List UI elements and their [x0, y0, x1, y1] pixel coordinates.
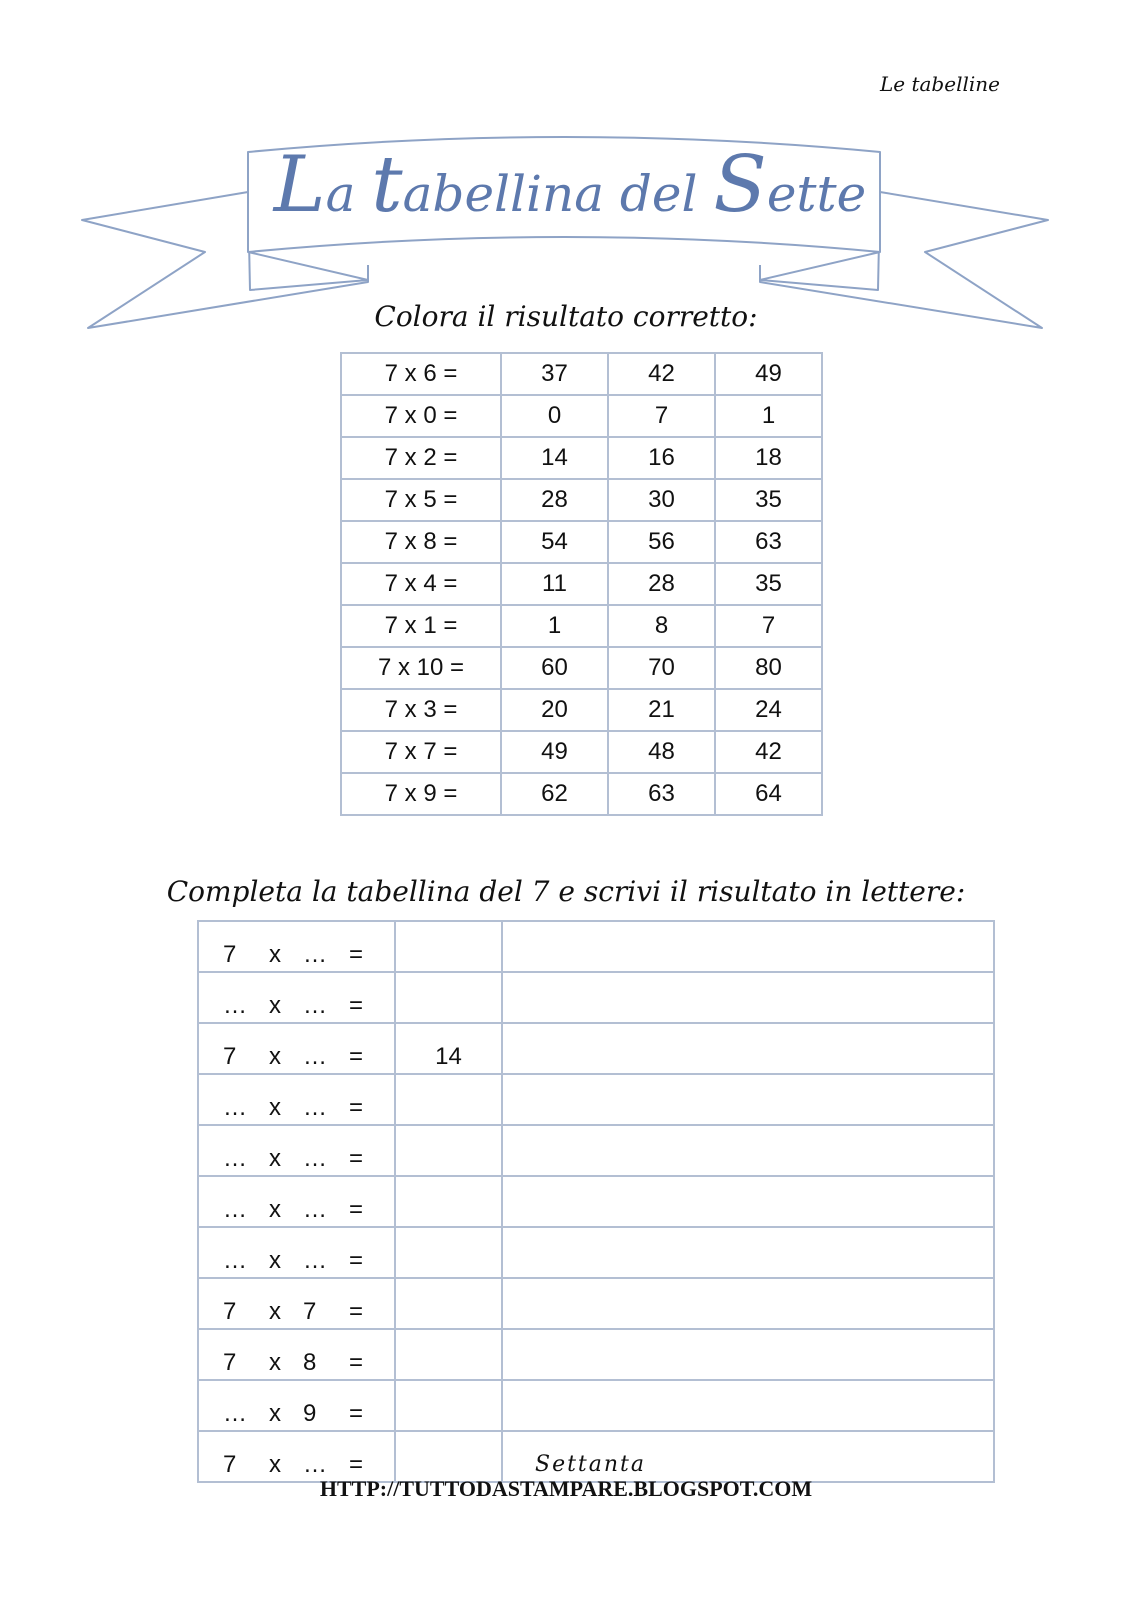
factor-b[interactable]: … — [303, 1094, 327, 1121]
equals-sign: = — [349, 1196, 364, 1223]
quiz-option[interactable]: 49 — [501, 731, 608, 773]
words-cell[interactable] — [502, 1278, 994, 1329]
quiz-question: 7 x 3 = — [341, 689, 501, 731]
quiz-option[interactable]: 37 — [501, 353, 608, 395]
fill-row — [198, 1023, 994, 1074]
equals-sign: = — [349, 1247, 364, 1274]
quiz-option[interactable]: 11 — [501, 563, 608, 605]
equals-sign: = — [349, 1043, 364, 1070]
equation-cell — [198, 1278, 395, 1329]
quiz-option[interactable]: 18 — [715, 437, 822, 479]
factor-a[interactable]: … — [223, 1196, 247, 1223]
factor-a[interactable]: 7 — [223, 941, 237, 968]
equation-cell — [198, 1176, 395, 1227]
words-cell[interactable] — [502, 1023, 994, 1074]
factor-b[interactable]: … — [303, 1247, 327, 1274]
factor-b[interactable]: … — [303, 941, 327, 968]
factor-b[interactable]: … — [303, 992, 327, 1019]
quiz-question: 7 x 5 = — [341, 479, 501, 521]
equation-cell — [198, 1380, 395, 1431]
words-cell[interactable] — [502, 1074, 994, 1125]
words-cell[interactable] — [502, 1431, 994, 1482]
equals-sign: = — [349, 941, 364, 968]
quiz-row — [341, 563, 822, 605]
words-cell[interactable] — [502, 1380, 994, 1431]
quiz-option[interactable]: 62 — [501, 773, 608, 815]
section1-heading: Colora il risultato corretto: — [374, 300, 758, 333]
result-cell[interactable] — [395, 1176, 502, 1227]
quiz-row — [341, 731, 822, 773]
quiz-option[interactable]: 35 — [715, 563, 822, 605]
times-sign: x — [269, 1400, 281, 1427]
quiz-row — [341, 689, 822, 731]
fill-row — [198, 1431, 994, 1482]
quiz-row — [341, 437, 822, 479]
factor-b[interactable]: 7 — [303, 1298, 317, 1325]
quiz-option[interactable]: 14 — [501, 437, 608, 479]
quiz-question: 7 x 4 = — [341, 563, 501, 605]
factor-b[interactable]: … — [303, 1451, 327, 1478]
equals-sign: = — [349, 1298, 364, 1325]
quiz-option[interactable]: 42 — [715, 731, 822, 773]
factor-a[interactable]: … — [223, 1145, 247, 1172]
fill-row — [198, 1329, 994, 1380]
words-cell[interactable] — [502, 972, 994, 1023]
fill-row — [198, 1176, 994, 1227]
quiz-option[interactable]: 64 — [715, 773, 822, 815]
equals-sign: = — [349, 992, 364, 1019]
times-sign: x — [269, 1349, 281, 1376]
times-sign: x — [269, 1196, 281, 1223]
result-cell[interactable] — [395, 921, 502, 972]
factor-b[interactable]: … — [303, 1196, 327, 1223]
result-cell[interactable] — [395, 1125, 502, 1176]
quiz-option[interactable]: 63 — [608, 773, 715, 815]
equals-sign: = — [349, 1451, 364, 1478]
equation-cell — [198, 1074, 395, 1125]
times-sign: x — [269, 992, 281, 1019]
times-sign: x — [269, 1145, 281, 1172]
factor-a[interactable]: … — [223, 1400, 247, 1427]
words-cell[interactable] — [502, 1125, 994, 1176]
quiz-option[interactable]: 24 — [715, 689, 822, 731]
factor-a[interactable]: 7 — [223, 1298, 237, 1325]
quiz-row — [341, 773, 822, 815]
footer-url: HTTP://TUTTODASTAMPARE.BLOGSPOT.COM — [319, 1476, 813, 1501]
quiz-question: 7 x 9 = — [341, 773, 501, 815]
quiz-option[interactable]: 48 — [608, 731, 715, 773]
quiz-option[interactable]: 30 — [608, 479, 715, 521]
quiz-question: 7 x 6 = — [341, 353, 501, 395]
quiz-row — [341, 605, 822, 647]
factor-b[interactable]: … — [303, 1145, 327, 1172]
quiz-row — [341, 521, 822, 563]
factor-b[interactable]: 8 — [303, 1349, 317, 1376]
quiz-question: 7 x 0 = — [341, 395, 501, 437]
fill-row — [198, 921, 994, 972]
times-sign: x — [269, 1094, 281, 1121]
result-cell[interactable] — [395, 1380, 502, 1431]
quiz-row — [341, 479, 822, 521]
quiz-question: 7 x 10 = — [341, 647, 501, 689]
equation-cell — [198, 1125, 395, 1176]
fill-row — [198, 1227, 994, 1278]
quiz-option[interactable]: 54 — [501, 521, 608, 563]
factor-a[interactable]: 7 — [223, 1451, 237, 1478]
section2-heading: Completa la tabellina del 7 e scrivi il risultato in lettere: — [166, 875, 966, 908]
quiz-option[interactable]: 63 — [715, 521, 822, 563]
factor-a[interactable]: … — [223, 1094, 247, 1121]
times-sign: x — [269, 1247, 281, 1274]
factor-a[interactable]: … — [223, 992, 247, 1019]
equals-sign: = — [349, 1145, 364, 1172]
factor-a[interactable]: 7 — [223, 1349, 237, 1376]
factor-a[interactable]: 7 — [223, 1043, 237, 1070]
result-cell[interactable] — [395, 1329, 502, 1380]
quiz-option[interactable]: 28 — [608, 563, 715, 605]
quiz-option[interactable]: 80 — [715, 647, 822, 689]
quiz-question: 7 x 7 = — [341, 731, 501, 773]
quiz-option[interactable]: 35 — [715, 479, 822, 521]
words-cell[interactable] — [502, 1227, 994, 1278]
equation-cell — [198, 1329, 395, 1380]
factor-b[interactable]: 9 — [303, 1400, 317, 1427]
equation-cell — [198, 1431, 395, 1482]
factor-b[interactable]: … — [303, 1043, 327, 1070]
words-cell[interactable] — [502, 1329, 994, 1380]
result-in-words: Settanta — [535, 1452, 647, 1477]
fill-table — [197, 920, 995, 1483]
quiz-option[interactable]: 42 — [608, 353, 715, 395]
quiz-option[interactable]: 0 — [501, 395, 608, 437]
fill-row — [198, 1380, 994, 1431]
quiz-option[interactable]: 20 — [501, 689, 608, 731]
times-sign: x — [269, 1043, 281, 1070]
quiz-option[interactable]: 70 — [608, 647, 715, 689]
quiz-table — [340, 352, 823, 816]
fill-row — [198, 972, 994, 1023]
quiz-option[interactable]: 21 — [608, 689, 715, 731]
result-cell[interactable] — [395, 972, 502, 1023]
words-cell[interactable] — [502, 921, 994, 972]
result-cell[interactable]: 14 — [395, 1023, 502, 1074]
equation-cell — [198, 921, 395, 972]
times-sign: x — [269, 941, 281, 968]
fill-row — [198, 1074, 994, 1125]
quiz-question: 7 x 1 = — [341, 605, 501, 647]
fill-row — [198, 1125, 994, 1176]
quiz-row — [341, 353, 822, 395]
words-cell[interactable] — [502, 1176, 994, 1227]
quiz-row — [341, 647, 822, 689]
quiz-option[interactable]: 49 — [715, 353, 822, 395]
page-title: La tabellina del Sette — [273, 140, 867, 230]
quiz-option[interactable]: 7 — [715, 605, 822, 647]
equation-cell — [198, 1023, 395, 1074]
times-sign: x — [269, 1451, 281, 1478]
result-cell[interactable] — [395, 1278, 502, 1329]
quiz-option[interactable]: 28 — [501, 479, 608, 521]
quiz-option[interactable]: 60 — [501, 647, 608, 689]
quiz-option[interactable]: 7 — [608, 395, 715, 437]
quiz-option[interactable]: 16 — [608, 437, 715, 479]
quiz-option[interactable]: 56 — [608, 521, 715, 563]
equation-cell — [198, 1227, 395, 1278]
fill-row — [198, 1278, 994, 1329]
result-cell[interactable] — [395, 1431, 502, 1482]
equals-sign: = — [349, 1094, 364, 1121]
quiz-option[interactable]: 1 — [501, 605, 608, 647]
quiz-row — [341, 395, 822, 437]
times-sign: x — [269, 1298, 281, 1325]
quiz-question: 7 x 8 = — [341, 521, 501, 563]
equals-sign: = — [349, 1400, 364, 1427]
factor-a[interactable]: … — [223, 1247, 247, 1274]
quiz-option[interactable]: 8 — [608, 605, 715, 647]
header-tag: Le tabelline — [880, 72, 1000, 96]
equals-sign: = — [349, 1349, 364, 1376]
quiz-question: 7 x 2 = — [341, 437, 501, 479]
result-cell[interactable] — [395, 1074, 502, 1125]
quiz-option[interactable]: 1 — [715, 395, 822, 437]
equation-cell — [198, 972, 395, 1023]
result-cell[interactable] — [395, 1227, 502, 1278]
